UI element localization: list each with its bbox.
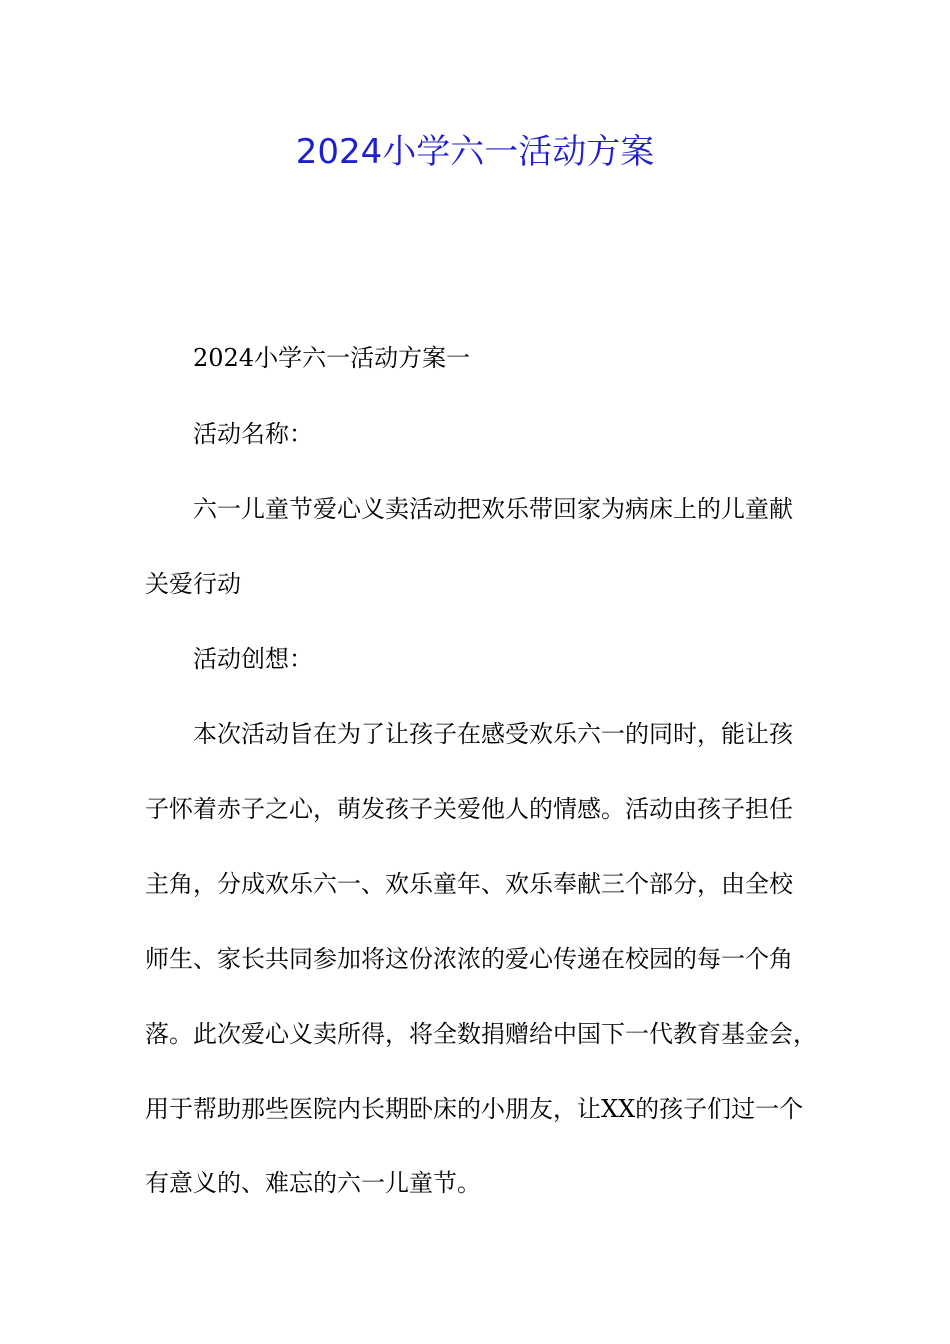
paragraph-line: 师生、家长共同参加将这份浓浓的爱心传递在校园的每一个角 bbox=[145, 945, 793, 973]
activity-name-label: 活动名称： bbox=[193, 420, 313, 448]
section-heading: 2024小学六一活动方案一 bbox=[193, 344, 471, 372]
paragraph-line: 落。此次爱心义卖所得，将全数捐赠给中国下一代教育基金会， bbox=[145, 1020, 817, 1048]
page-title: 2024小学六一活动方案 bbox=[295, 132, 655, 172]
activity-idea-label: 活动创想： bbox=[193, 645, 313, 673]
activity-name-line: 六一儿童节爱心义卖活动把欢乐带回家为病床上的儿童献 bbox=[193, 495, 793, 523]
paragraph-line: 主角，分成欢乐六一、欢乐童年、欢乐奉献三个部分，由全校 bbox=[145, 870, 793, 898]
paragraph-line: 有意义的、难忘的六一儿童节。 bbox=[145, 1169, 481, 1197]
paragraph-line: 用于帮助那些医院内长期卧床的小朋友，让XX的孩子们过一个 bbox=[145, 1095, 804, 1123]
paragraph-line: 本次活动旨在为了让孩子在感受欢乐六一的同时，能让孩 bbox=[193, 720, 793, 748]
activity-name-line: 关爱行动 bbox=[145, 570, 241, 598]
paragraph-line: 子怀着赤子之心，萌发孩子关爱他人的情感。活动由孩子担任 bbox=[145, 795, 793, 823]
